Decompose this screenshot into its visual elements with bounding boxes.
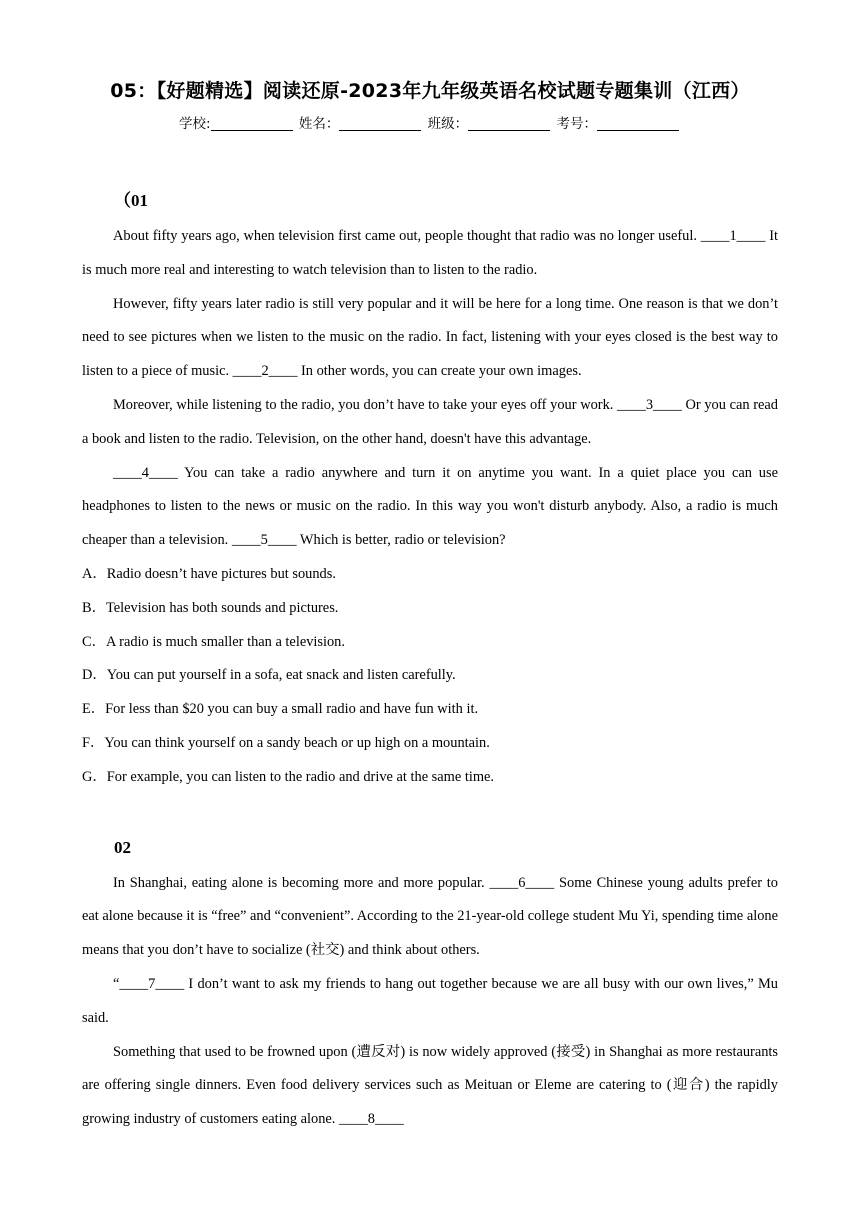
school-blank[interactable] [211, 116, 293, 131]
name-label: 姓名： [298, 116, 340, 132]
name-blank[interactable] [339, 116, 421, 131]
class-label: 班级： [427, 116, 469, 132]
passage2-paragraph: In Shanghai, eating alone is becoming more and more popular. ____6____ Some Chinese young adults prefer to eat alone because it is “free” and “convenient”. According to the 21-year-old college student Mu Yi, spending time alone means that you don’t have to socialize (社交) and think about others. [82, 874, 778, 959]
passage1-paragraph: About fifty years ago, when television first came out, people thought that radio was no longer useful. ____1____ It is much more real and interesting to watch television than to listen to the radio. [82, 228, 778, 278]
school-label: 学校: [179, 116, 211, 132]
option-c: C．A radio is much smaller than a television. [82, 633, 345, 650]
option-d: D．You can put yourself in a sofa, eat snack and listen carefully. [82, 667, 456, 684]
class-blank[interactable] [468, 116, 550, 131]
option-f: F．You can think yourself on a sandy beach or up high on a mountain. [82, 734, 490, 751]
passage1-paragraph: However, fifty years later radio is still very popular and it will be here for a long time. One reason is that we don’t need to see pictures when we listen to the music on the radio. In fact, listening with your eyes closed is the best way to listen to a piece of music. ____2____ In other words, you can create your own images. [82, 295, 778, 380]
section-heading-02: 02 [114, 837, 131, 857]
option-b: B．Television has both sounds and pictures. [82, 599, 339, 616]
passage1-paragraph: Moreover, while listening to the radio, you don’t have to take your eyes off your work. ____3____ Or you can read a book and listen to the radio. Television, on the other hand, doesn't have this advantage. [82, 396, 778, 447]
exam-number-label: 考号： [556, 116, 597, 132]
exam-number-blank[interactable] [597, 116, 679, 131]
section-spacer [82, 795, 778, 833]
passage2-paragraph: “____7____ I don’t want to ask my friends to hang out together because we are all busy with our own lives,” Mu said. [82, 975, 778, 1026]
document-body [82, 186, 778, 1137]
passage1-paragraph: ____4____ You can take a radio anywhere and turn it on anytime you want. In a quiet place you can use headphones to listen to the news or music on the radio. In this way you won't disturb anybody. Also, a radio is much cheaper than a television. ____5____ Which is better, radio or television? [82, 464, 778, 549]
student-info-line [0, 112, 860, 132]
passage2-paragraph: Something that used to be frowned upon (遭反对) is now widely approved (接受) in Shanghai as more restaurants are offering single dinners. Even food delivery services such as Meituan or Eleme are catering to (迎合) the rapidly growing industry of customers eating alone. ____8____ [82, 1043, 778, 1128]
option-g: G．For example, you can listen to the radio and drive at the same time. [82, 768, 495, 785]
option-e: E．For less than $20 you can buy a small radio and have fun with it. [82, 701, 479, 718]
option-a: A．Radio doesn’t have pictures but sounds. [82, 565, 336, 582]
page-title: 05：【好题精选】阅读还原-2023年九年级英语名校试题专题集训（江西） [110, 80, 750, 102]
section-heading-01: （01 [114, 191, 148, 210]
